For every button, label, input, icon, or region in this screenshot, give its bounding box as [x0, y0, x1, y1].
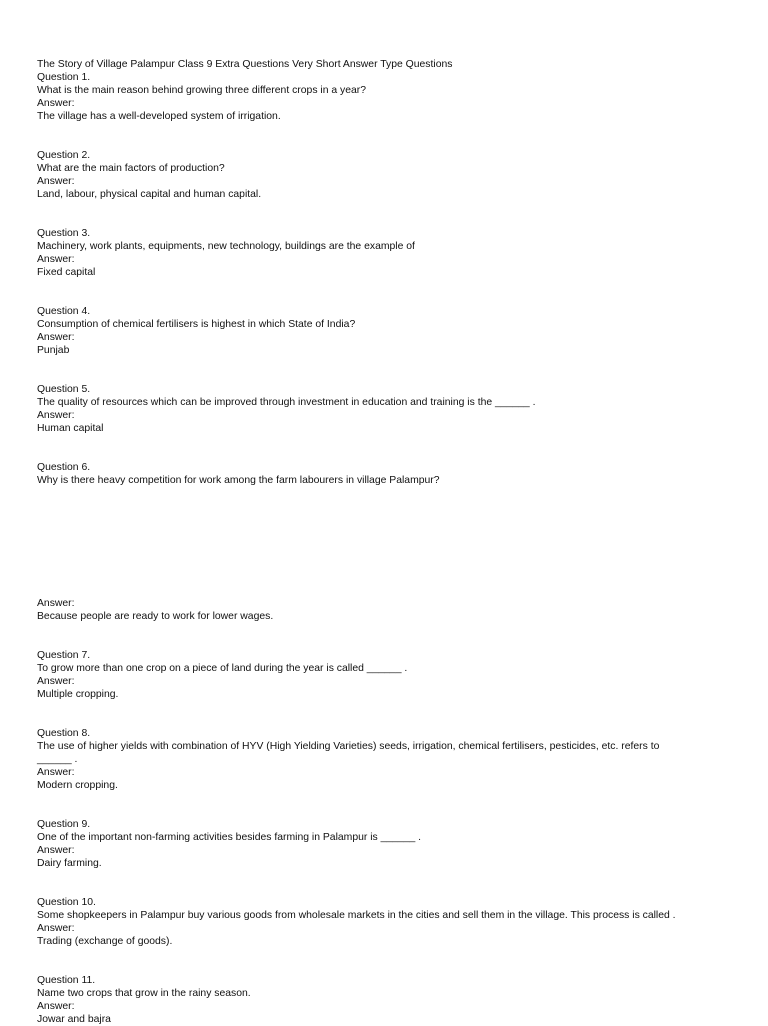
- question-text: Machinery, work plants, equipments, new technology, buildings are the example of: [37, 241, 415, 252]
- answer-label: Answer:: [37, 598, 75, 609]
- answer-text: Punjab: [37, 345, 70, 356]
- question-number: Question 5.: [37, 384, 91, 395]
- question-block-3: [37, 227, 737, 279]
- question-text: What are the main factors of production?: [37, 163, 225, 174]
- question-number: Question 11.: [37, 975, 96, 986]
- question-number: Question 9.: [37, 819, 91, 830]
- answer-label: Answer:: [37, 332, 75, 343]
- question-text: Why is there heavy competition for work among the farm labourers in village Palampur?: [37, 475, 440, 486]
- document-page: [37, 58, 737, 1026]
- question-block-9: [37, 818, 737, 870]
- question-number: Question 8.: [37, 728, 91, 739]
- question-block-11: [37, 974, 737, 1026]
- answer-label: Answer:: [37, 176, 75, 187]
- question-block-7: [37, 649, 737, 701]
- question-text-continued: ______ .: [37, 754, 78, 765]
- answer-text: Trading (exchange of goods).: [37, 936, 173, 947]
- question-text: What is the main reason behind growing three different crops in a year?: [37, 85, 367, 96]
- answer-text: Fixed capital: [37, 267, 96, 278]
- question-block-4: [37, 305, 737, 357]
- document-title: The Story of Village Palampur Class 9 Extra Questions Very Short Answer Type Questions: [37, 59, 453, 70]
- blank-space: [37, 487, 737, 597]
- question-text: One of the important non-farming activities besides farming in Palampur is ______ .: [37, 832, 422, 843]
- answer-label: Answer:: [37, 767, 75, 778]
- answer-text: Human capital: [37, 423, 104, 434]
- answer-label: Answer:: [37, 98, 75, 109]
- question-number: Question 4.: [37, 306, 91, 317]
- spacer: [37, 279, 737, 305]
- answer-text: The village has a well-developed system of irrigation.: [37, 111, 281, 122]
- spacer: [37, 948, 737, 974]
- answer-text: Because people are ready to work for lower wages.: [37, 611, 274, 622]
- question-block-8: [37, 727, 737, 792]
- question-number: Question 3.: [37, 228, 91, 239]
- question-block-2: [37, 149, 737, 201]
- spacer: [37, 701, 737, 727]
- spacer: [37, 123, 737, 149]
- question-number: Question 1.: [37, 72, 91, 83]
- question-block-10: [37, 896, 737, 948]
- answer-text: Dairy farming.: [37, 858, 102, 869]
- answer-label: Answer:: [37, 410, 75, 421]
- question-number: Question 7.: [37, 650, 91, 661]
- question-number: Question 6.: [37, 462, 91, 473]
- question-number: Question 10.: [37, 897, 96, 908]
- question-text: To grow more than one crop on a piece of land during the year is called ______ .: [37, 663, 408, 674]
- answer-text: Modern cropping.: [37, 780, 118, 791]
- question-block-6: [37, 461, 737, 623]
- spacer: [37, 792, 737, 818]
- question-number: Question 2.: [37, 150, 91, 161]
- spacer: [37, 435, 737, 461]
- question-text: Name two crops that grow in the rainy season.: [37, 988, 251, 999]
- answer-label: Answer:: [37, 923, 75, 934]
- spacer: [37, 357, 737, 383]
- answer-label: Answer:: [37, 1001, 75, 1012]
- answer-text: Multiple cropping.: [37, 689, 119, 700]
- answer-label: Answer:: [37, 676, 75, 687]
- question-block-5: [37, 383, 737, 435]
- question-text: The use of higher yields with combination of HYV (High Yielding Varieties) seeds, irrigation, chemical fertilisers, pesticides, etc. refers to: [37, 741, 660, 752]
- question-block-1: [37, 71, 737, 123]
- spacer: [37, 623, 737, 649]
- spacer: [37, 870, 737, 896]
- question-text: Some shopkeepers in Palampur buy various goods from wholesale markets in the cities and sell them in the village. This process is called .: [37, 910, 676, 921]
- answer-label: Answer:: [37, 254, 75, 265]
- question-text: Consumption of chemical fertilisers is highest in which State of India?: [37, 319, 356, 330]
- spacer: [37, 201, 737, 227]
- answer-text: Land, labour, physical capital and human capital.: [37, 189, 262, 200]
- answer-label: Answer:: [37, 845, 75, 856]
- question-text: The quality of resources which can be improved through investment in education and training is the ______ .: [37, 397, 536, 408]
- answer-text: Jowar and bajra: [37, 1014, 111, 1025]
